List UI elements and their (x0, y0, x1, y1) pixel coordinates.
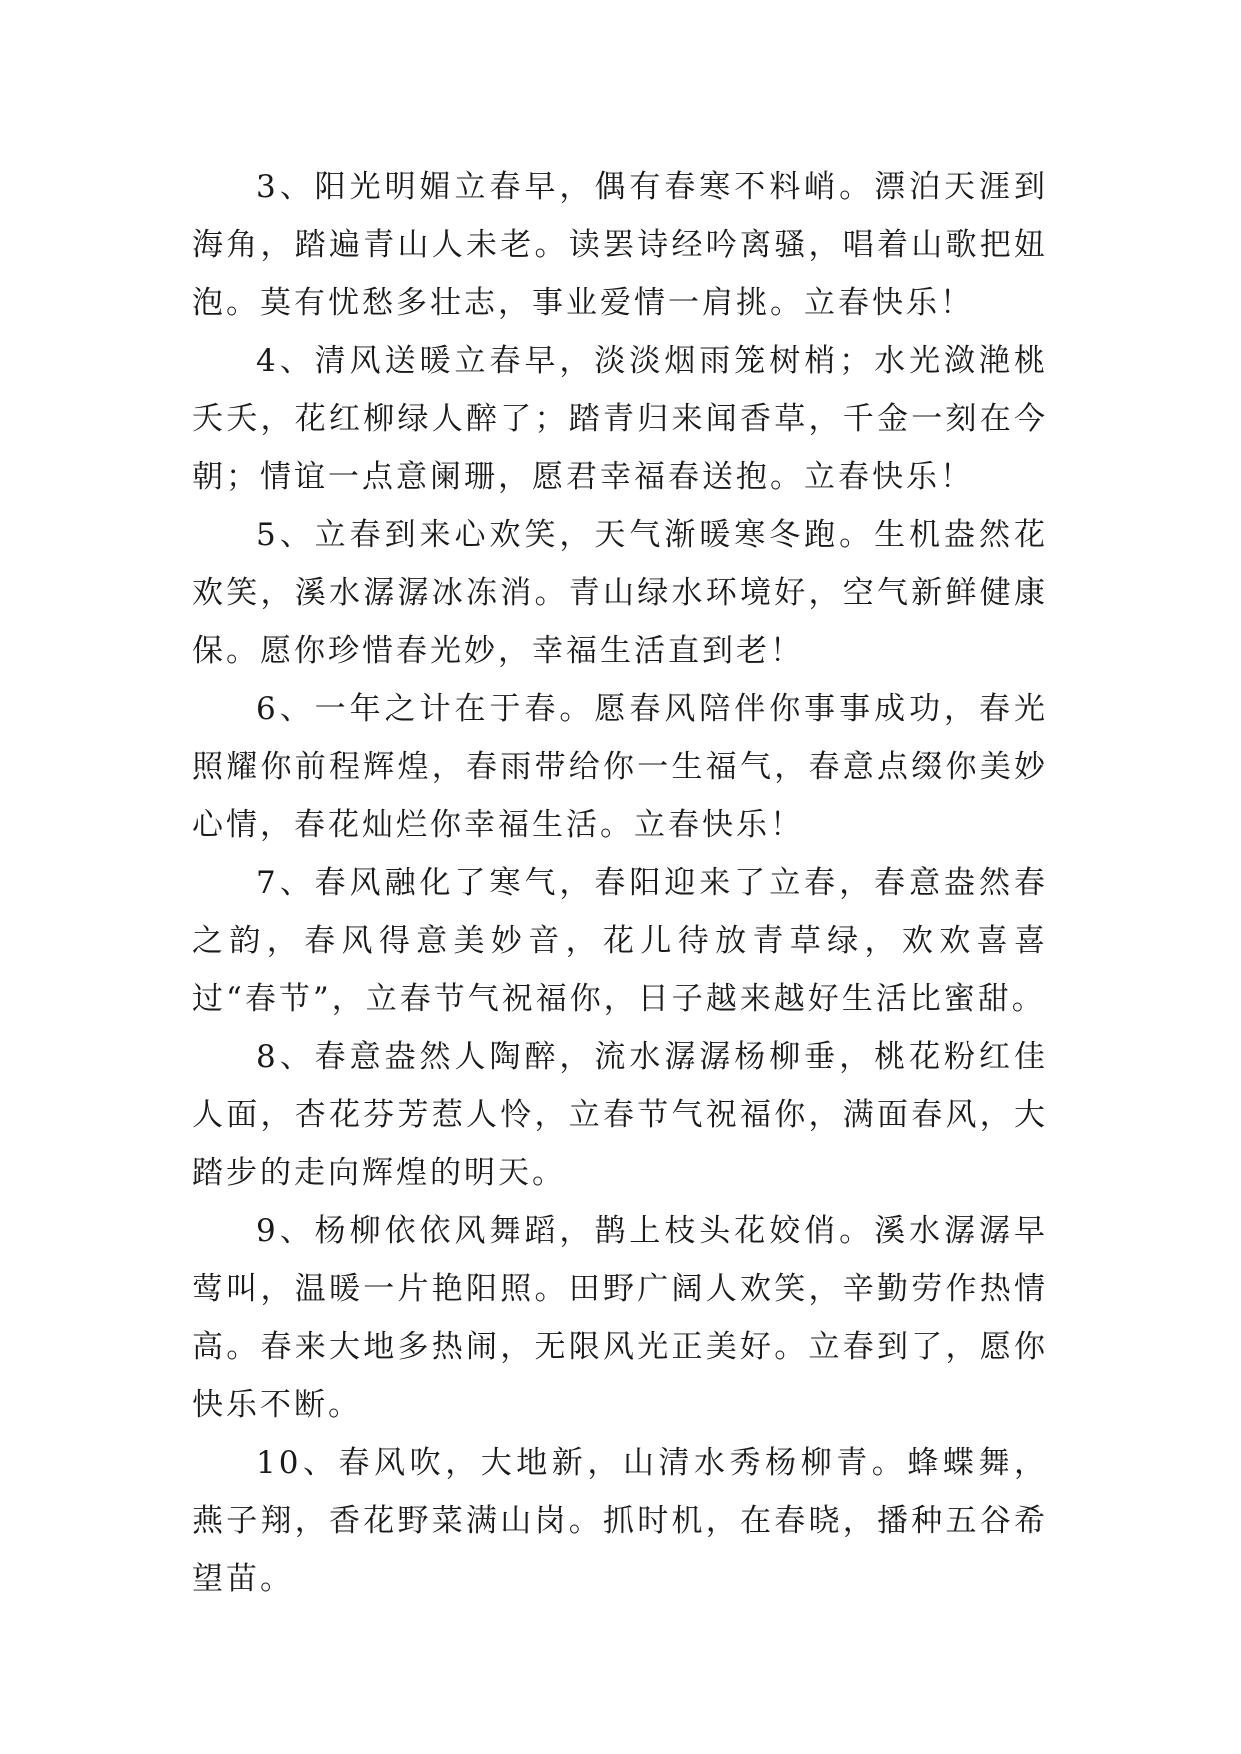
paragraph-3: 3、阳光明媚立春早，偶有春寒不料峭。漂泊天涯到海角，踏遍青山人未老。读罢诗经吟离骚，唱着山歌把妞泡。莫有忧愁多壮志，事业爱情一肩挑。立春快乐！ (192, 169, 1048, 321)
paragraph-6: 6、一年之计在于春。愿春风陪伴你事事成功，春光照耀你前程辉煌，春雨带给你一生福气，春意点缀你美妙心情，春花灿烂你幸福生活。立春快乐！ (192, 691, 1048, 843)
paragraph-9: 9、杨柳依依风舞蹈，鹊上枝头花姣俏。溪水潺潺早莺叫，温暖一片艳阳照。田野广阔人欢笑，辛勤劳作热情高。春来大地多热闹，无限风光正美好。立春到了，愿你快乐不断。 (192, 1213, 1048, 1423)
paragraph-8: 8、春意盎然人陶醉，流水潺潺杨柳垂，桃花粉红佳人面，杏花芬芳惹人怜，立春节气祝福你，满面春风，大踏步的走向辉煌的明天。 (192, 1039, 1048, 1191)
paragraph-5: 5、立春到来心欢笑，天气渐暖寒冬跑。生机盎然花欢笑，溪水潺潺冰冻消。青山绿水环境好，空气新鲜健康保。愿你珍惜春光妙，幸福生活直到老！ (192, 517, 1048, 669)
paragraph-10: 10、春风吹，大地新，山清水秀杨柳青。蜂蝶舞，燕子翔，香花野菜满山岗。抓时机，在春晓，播种五谷希望苗。 (192, 1445, 1048, 1597)
paragraph-7: 7、春风融化了寒气，春阳迎来了立春，春意盎然春之韵，春风得意美妙音，花儿待放青草绿，欢欢喜喜过“春节”，立春节气祝福你，日子越来越好生活比蜜甜。 (192, 865, 1048, 1017)
paragraph-4: 4、清风送暖立春早，淡淡烟雨笼树梢；水光潋滟桃夭夭，花红柳绿人醉了；踏青归来闻香草，千金一刻在今朝；情谊一点意阑珊，愿君幸福春送抱。立春快乐！ (192, 343, 1048, 495)
document-body (192, 158, 1048, 1608)
